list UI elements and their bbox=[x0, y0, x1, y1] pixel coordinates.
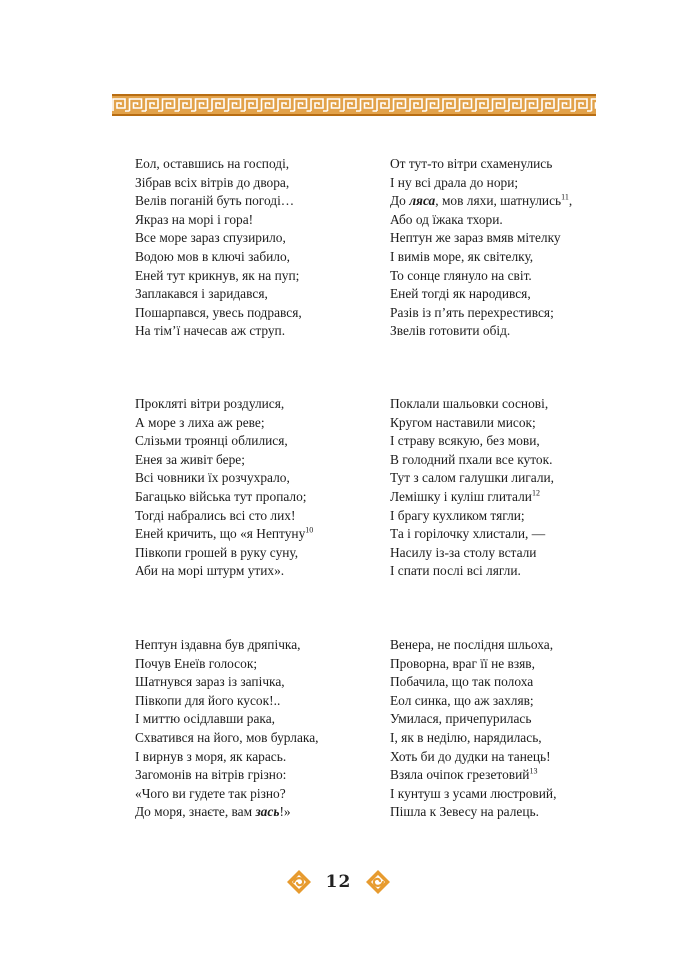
verse-line: «Чого ви гудете так різно? bbox=[135, 785, 286, 801]
verse-line: Схватився на його, мов бурлака, bbox=[135, 729, 319, 745]
verse-line: Кругом наставили мисок; bbox=[390, 414, 536, 430]
verse-line: На тім’ї начесав аж струп. bbox=[135, 323, 286, 339]
verse-line: І страву всякую, без мови, bbox=[390, 433, 540, 449]
verse-line: І брагу кухликом тягли; bbox=[390, 507, 525, 523]
verse-line: Умилася, причепурилась bbox=[390, 711, 532, 727]
verse-line: Все море зараз спузирило, bbox=[135, 230, 286, 246]
verse-line: Багацько війська тут пропало; bbox=[135, 488, 307, 504]
verse-line: Енея за живіт бере; bbox=[135, 451, 245, 467]
verse-line: До ляса, мов ляхи, шатнулись$^{11}$, bbox=[390, 192, 573, 209]
verse-line: Поклали шальовки соснові, bbox=[390, 396, 549, 411]
verse-line: І, як в неділю, нарядилась, bbox=[390, 729, 542, 745]
verse-line: Або од їжака тхори. bbox=[390, 211, 503, 227]
verse-line: Звелів готовити обід. bbox=[390, 323, 511, 339]
verse-line: Та і горілочку хлистали, — bbox=[390, 526, 546, 542]
verse-line: Зібрав всіх вітрів до двора, bbox=[135, 174, 290, 190]
verse-line: Загомонів на вітрів грізно: bbox=[135, 767, 287, 783]
verse-line: Побачила, що так полоха bbox=[390, 674, 534, 690]
verse-line: Проворна, враг її не взяв, bbox=[390, 655, 535, 671]
verse-line: Півкопи грошей в руку суну, bbox=[135, 544, 299, 560]
verse-line: Водою мов в ключі забило, bbox=[135, 248, 291, 264]
verse-line: Шатнувся зараз із запічка, bbox=[135, 674, 285, 690]
verse-line: Тут з салом галушки лигали, bbox=[390, 470, 555, 486]
verse-line: А море з лиха аж реве; bbox=[135, 414, 265, 430]
verse-line: Еол, оставшись на господі, bbox=[135, 156, 290, 171]
verse-line: Еол синка, що аж захляв; bbox=[390, 692, 534, 708]
stanza-3-right bbox=[390, 636, 556, 822]
stanza-3-left bbox=[135, 636, 319, 822]
stanza-2-left bbox=[135, 395, 313, 581]
greek-key-path bbox=[113, 99, 596, 111]
verse-line: Якраз на морі і гора! bbox=[135, 211, 254, 227]
verse-line: Лемішку і куліш глитали$^{12}$ bbox=[390, 488, 540, 504]
ornament-diamond-icon bbox=[365, 869, 391, 895]
ornament-diamond-icon bbox=[286, 869, 312, 895]
verse-line: І кунтуш з усами люстровий, bbox=[390, 785, 557, 801]
verse-line: Заплакався і заридався, bbox=[135, 286, 268, 302]
verse-line: Всі човники їх розчухрало, bbox=[135, 470, 290, 486]
verse-line: В голодний пхали все куток. bbox=[390, 451, 553, 467]
stanza-1-left bbox=[135, 155, 302, 341]
verse-line: Пішла к Зевесу на ралець. bbox=[390, 804, 539, 820]
verse-line: Еней тут крикнув, як на пуп; bbox=[135, 267, 300, 283]
verse-line: От тут-то вітри схаменулись bbox=[390, 156, 553, 171]
verse-line: І вимів море, як світелку, bbox=[390, 248, 534, 264]
verse-line: І спати послі всі лягли. bbox=[390, 563, 521, 579]
verse-line: І миттю осідлавши рака, bbox=[135, 711, 276, 727]
verse-line: Венера, не послідня шльоха, bbox=[390, 637, 554, 652]
verse-line: І вирнув з моря, як карась. bbox=[135, 748, 287, 764]
verse-line: Слізьми троянці облилися, bbox=[135, 433, 288, 449]
stanza-2-right bbox=[390, 395, 554, 581]
page-footer bbox=[0, 867, 677, 897]
verse-line: Разів із п’ять перехрестився; bbox=[390, 304, 554, 320]
verse-line: Пошарпався, увесь подрався, bbox=[135, 304, 302, 320]
verse-line: Тогді набрались всі сто лих! bbox=[135, 507, 296, 523]
verse-line: Півкопи для його кусок!.. bbox=[135, 692, 281, 708]
verse-line: Еней тогді як народився, bbox=[390, 286, 531, 302]
verse-line: Насилу із-за столу встали bbox=[390, 544, 537, 560]
verse-line: Нептун же зараз вмяв мітелку bbox=[390, 230, 561, 246]
page-number: 12 bbox=[325, 872, 352, 892]
verse-line: Почув Енеїв голосок; bbox=[135, 655, 258, 671]
verse-line: Взяла очіпок грезетовий$^{13}$ bbox=[390, 766, 538, 783]
greek-key-pattern bbox=[112, 96, 596, 114]
verse-line: Аби на морі штурм утих». bbox=[135, 563, 285, 579]
verse-line: Хоть би до дудки на танець! bbox=[390, 748, 551, 764]
verse-line: До моря, знаєте, вам зась!» bbox=[135, 804, 291, 820]
verse-line: То сонце глянуло на світ. bbox=[390, 267, 532, 283]
greek-key-border bbox=[112, 94, 596, 116]
verse-line: І ну всі драла до нори; bbox=[390, 174, 519, 190]
verse-line: Велів поганій буть погоді… bbox=[135, 193, 295, 209]
stanza-1-right bbox=[390, 155, 572, 341]
verse-line: Еней кричить, що «я Нептуну$^{10}$ bbox=[135, 525, 314, 542]
verse-line: Прокляті вітри роздулися, bbox=[135, 396, 285, 411]
verse-line: Нептун іздавна був дряпічка, bbox=[135, 637, 301, 652]
